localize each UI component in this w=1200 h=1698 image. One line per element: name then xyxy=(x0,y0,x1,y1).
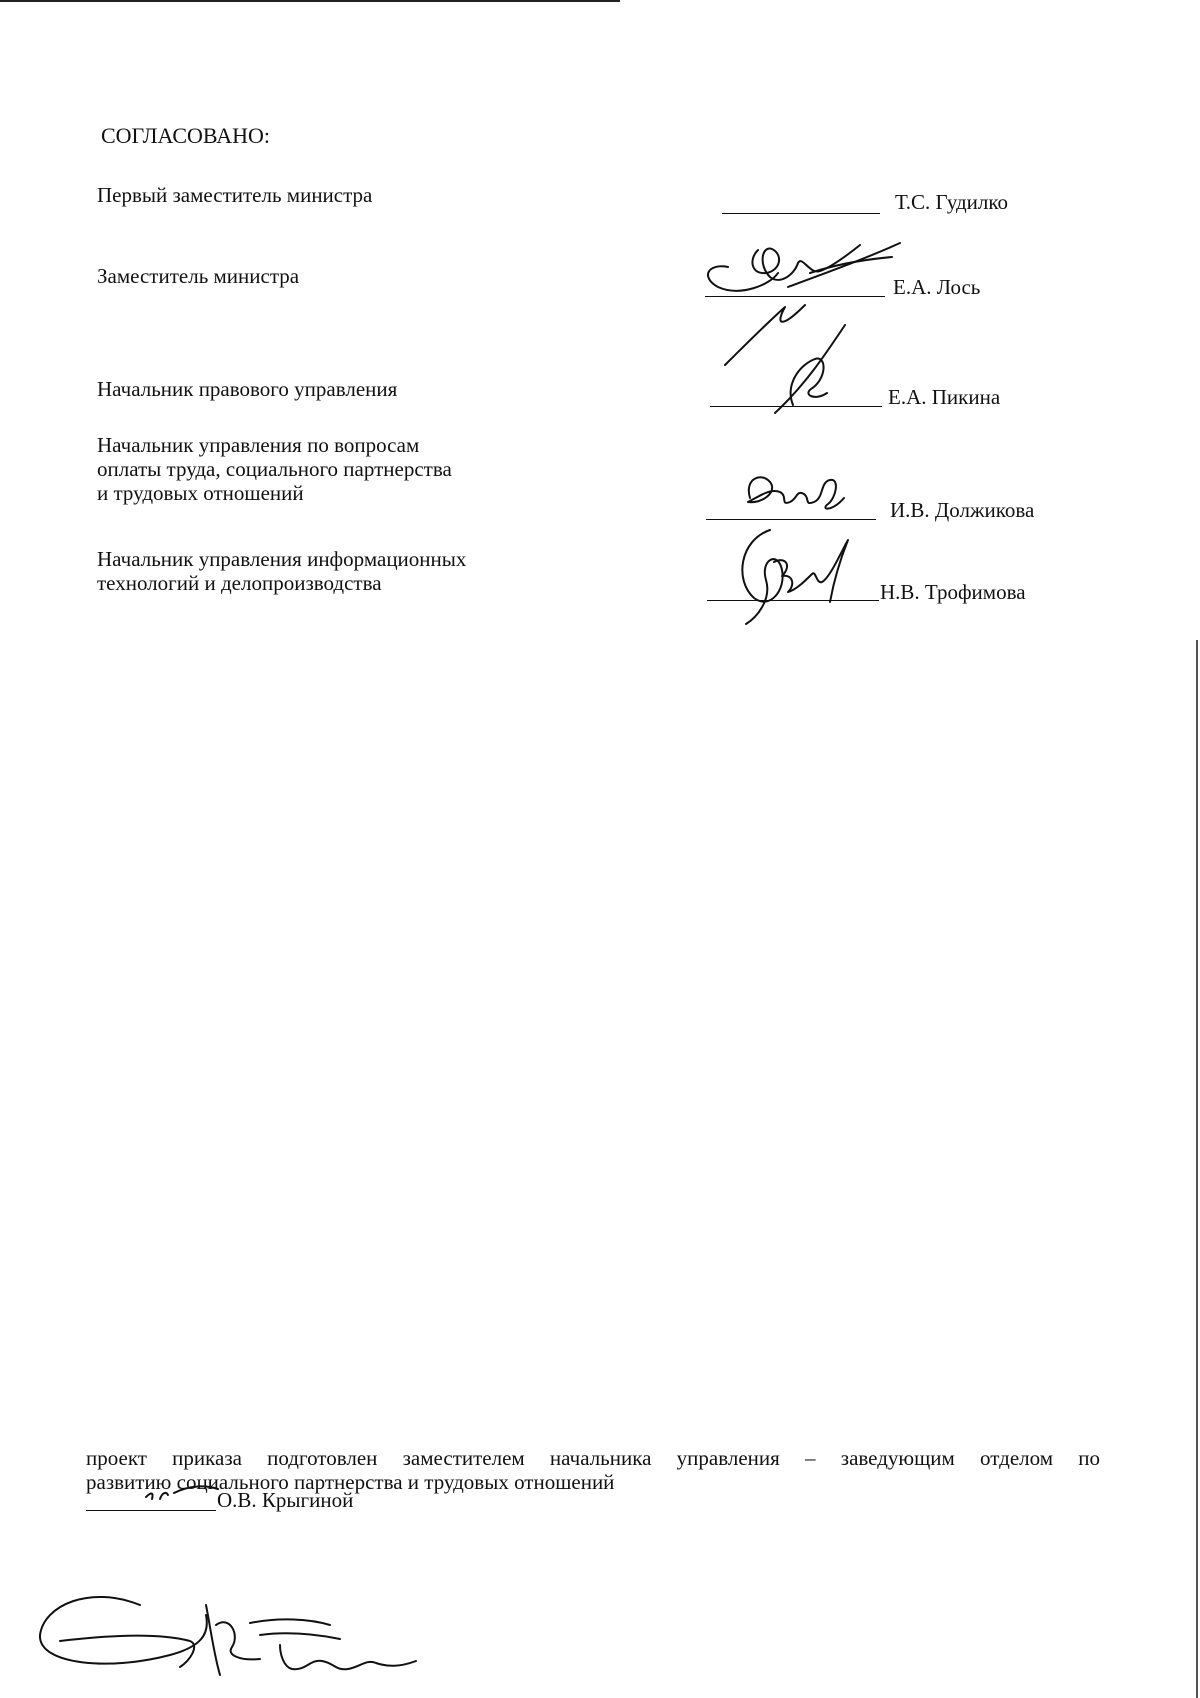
approver-name-1: Т.С. Гудилко xyxy=(895,190,1009,214)
approval-title-1 xyxy=(97,183,372,207)
approval-heading: СОГЛАСОВАНО: xyxy=(101,123,270,148)
signature-line-1 xyxy=(722,213,880,214)
signature-los xyxy=(700,215,920,305)
approval-title-3-line-1: Начальник правового управления xyxy=(97,377,398,401)
signature-trofimova xyxy=(730,510,870,630)
approval-title-5-line-2: технологий и делопроизводства xyxy=(97,571,382,595)
footer-note-line-2: развитию социального партнерства и трудовых отношений xyxy=(86,1470,615,1494)
approval-title-5-line-1: Начальник управления информационных xyxy=(97,547,467,571)
preparer-name: О.В. Крыгиной xyxy=(217,1488,354,1512)
signature-krygina xyxy=(100,1475,220,1515)
approval-title-1-line-1: Первый заместитель министра xyxy=(97,183,373,207)
approval-title-4-line-2: оплаты труда, социального партнерства xyxy=(97,457,452,481)
approver-name-3: Е.А. Пикина xyxy=(888,385,1001,409)
footer-note-line-1: проект приказа подготовлен заместителем начальника управления – заведующим отделом по xyxy=(86,1446,1100,1470)
approval-title-4-line-3: и трудовых отношений xyxy=(97,481,304,505)
approver-name-2: Е.А. Лось xyxy=(893,275,981,299)
footer-note xyxy=(86,1446,1100,1494)
approver-name-4: И.В. Должикова xyxy=(890,498,1035,522)
approval-title-4-line-1: Начальник управления по вопросам xyxy=(97,433,420,457)
approval-title-3 xyxy=(97,377,397,401)
approver-name-5: Н.В. Трофимова xyxy=(880,580,1026,604)
signature-pikina xyxy=(715,295,855,415)
approval-title-2 xyxy=(97,264,299,288)
approval-title-4 xyxy=(97,433,452,505)
scan-edge-top xyxy=(0,0,620,2)
approval-title-2-line-1: Заместитель министра xyxy=(97,264,300,288)
scan-edge-right xyxy=(1196,640,1198,1698)
signature-bottom xyxy=(30,1575,430,1685)
approval-title-5 xyxy=(97,547,466,595)
